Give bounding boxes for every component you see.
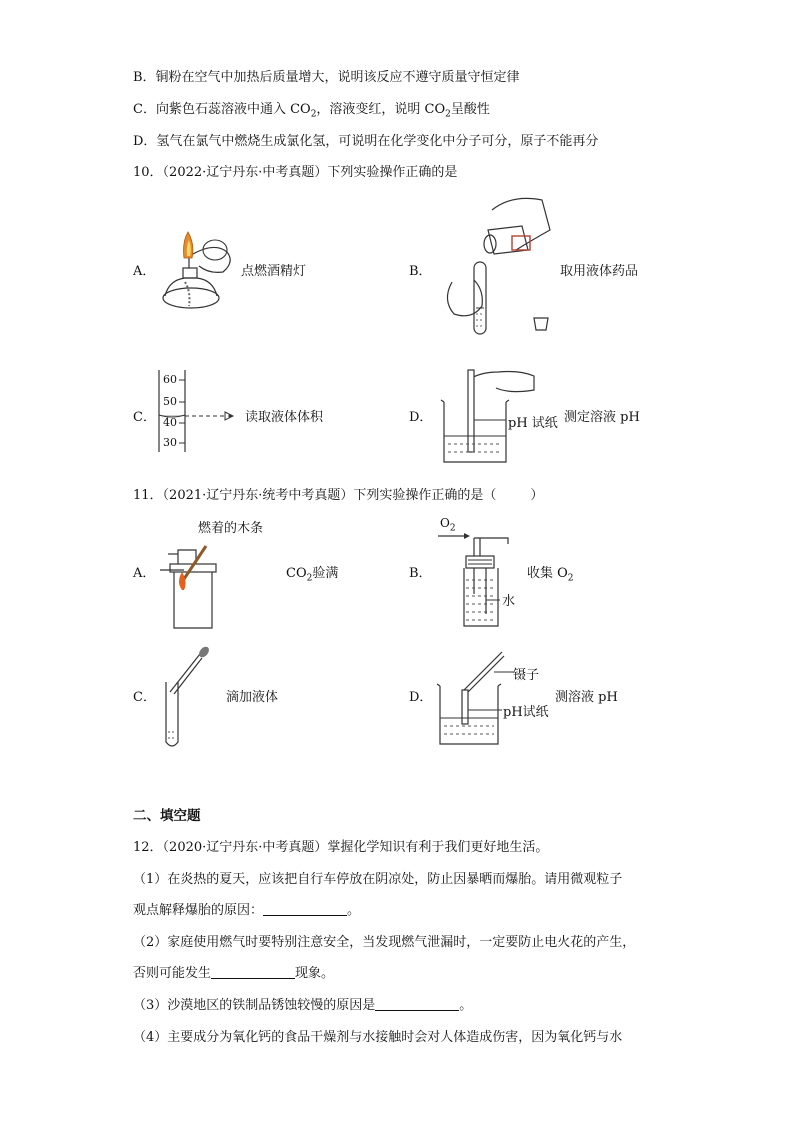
q12-part1-line2: 观点解释爆胎的原因： 。	[133, 903, 361, 918]
q11-d-tweezers-label: 镊子	[513, 668, 540, 683]
q11-b-gas-label: $O_2$	[440, 516, 456, 534]
q10-c-label: C．	[133, 410, 156, 425]
q11-a-label: A．	[133, 566, 156, 581]
q11-b-water-label: 水	[502, 594, 516, 609]
q12-stem: 12．（2020·辽宁丹东·中考真题）掌握化学知识有利于我们更好地生活。	[133, 840, 549, 855]
q11-b-label: B．	[409, 566, 432, 581]
alcohol-lamp-lighting-figure	[155, 222, 245, 317]
q11-a-caption: $CO_2$验满	[286, 566, 339, 584]
q12-part3: （3）沙漠地区的铁制品锈蚀较慢的原因是 。	[133, 998, 473, 1013]
q10-d-label: D．	[409, 410, 433, 425]
c-tick-40: 40	[163, 416, 177, 429]
answer-blank-1[interactable]	[263, 902, 347, 916]
q10-a-caption: 点燃酒精灯	[241, 264, 307, 279]
q11-stem: 11．（2021·辽宁丹东·统考中考真题）下列实验操作正确的是（ ）	[133, 488, 544, 503]
q12-part2-line2: 否则可能发生 现象。	[133, 966, 335, 981]
c-tick-50: 50	[163, 395, 177, 408]
q9-option-b: B．铜粉在空气中加热后质量增大，说明该反应不遵守质量守恒定律	[133, 70, 520, 85]
q10-b-caption: 取用液体药品	[560, 264, 639, 279]
q12-part1-line1: （1）在炎热的夏天，应该把自行车停放在阴凉处，防止因暴晒而爆胎。请用微观粒子	[133, 872, 623, 887]
q9-option-c: C．向紫色石蕊溶液中通入 $CO_2$，溶液变红，说明 $CO_2$呈酸性	[133, 102, 490, 120]
q10-d-paper-label: pH 试纸	[508, 416, 558, 431]
q10-d-caption: 测定溶液 pH	[564, 410, 640, 425]
answer-blank-3[interactable]	[375, 997, 459, 1011]
gas-bottle-splint-figure	[156, 544, 226, 630]
q11-d-label: D．	[409, 690, 433, 705]
q11-c-label: C．	[133, 690, 156, 705]
q10-stem: 10．（2022·辽宁丹东·中考真题）下列实验操作正确的是	[133, 165, 458, 180]
answer-blank-2[interactable]	[211, 965, 295, 979]
dropper-test-tube-figure	[160, 646, 210, 750]
q11-c-caption: 滴加液体	[226, 690, 279, 705]
q12-part2-line1: （2）家庭使用燃气时要特别注意安全，当发现燃气泄漏时，一定要防止电火花的产生，	[133, 935, 636, 950]
q10-a-label: A．	[133, 264, 156, 279]
c-tick-30: 30	[163, 436, 177, 449]
c-tick-60: 60	[163, 373, 177, 386]
q12-part4: （4）主要成分为氧化钙的食品干燥剂与水接触时会对人体造成伤害，因为氧化钙与水	[133, 1030, 623, 1045]
q11-b-caption: 收集 $O_2$	[527, 566, 574, 584]
q11-a-top-label: 燃着的木条	[198, 521, 264, 536]
q11-d-caption: 测溶液 pH	[555, 690, 618, 705]
pour-liquid-figure	[432, 190, 562, 340]
q11-d-paper-label: pH试纸	[503, 705, 549, 720]
section-title: 二、填空题	[133, 808, 201, 824]
q10-b-label: B．	[409, 264, 432, 279]
q9-option-d: D．氢气在氯气中燃烧生成氯化氢，可说明在化学变化中分子可分，原子不能再分	[133, 134, 599, 149]
collect-oxygen-water-figure	[438, 530, 518, 630]
q10-c-caption: 读取液体体积	[245, 410, 324, 425]
